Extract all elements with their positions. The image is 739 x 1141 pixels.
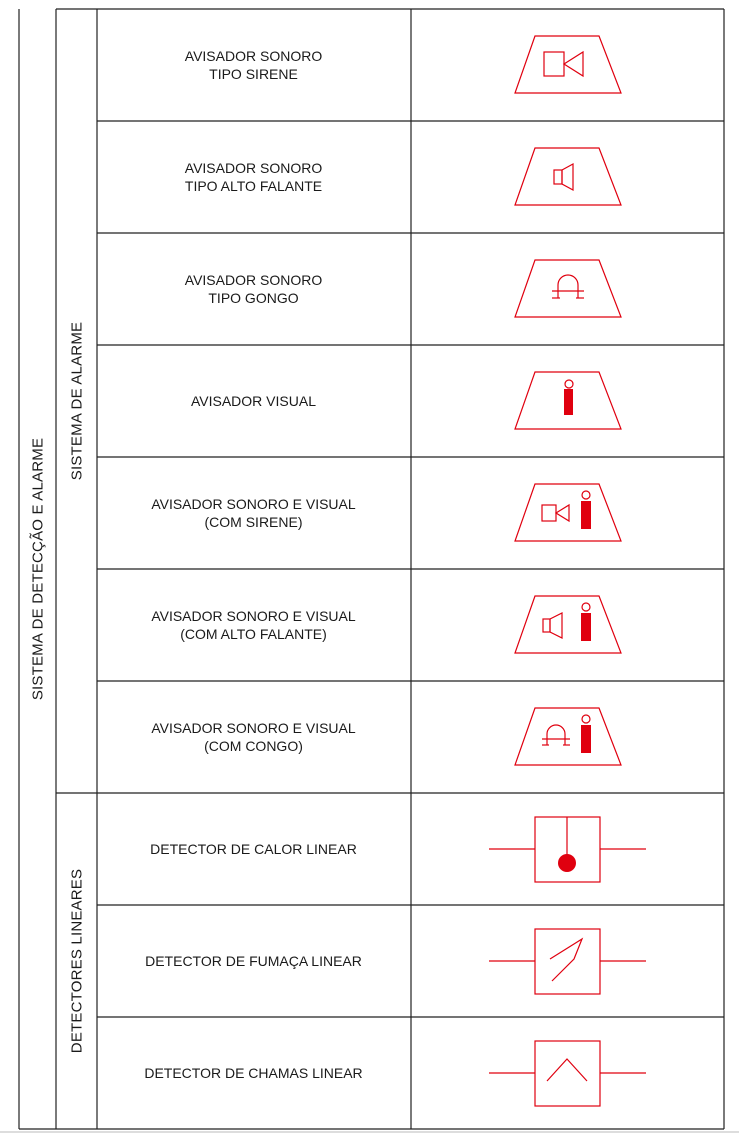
linear-flame-detector-icon	[411, 1017, 724, 1129]
row-description	[97, 840, 410, 858]
row-description	[97, 495, 410, 531]
description-line-2: TIPO ALTO FALANTE	[184, 178, 323, 194]
description-line-1: DETECTOR DE CHAMAS LINEAR	[144, 1065, 363, 1081]
row-description	[97, 159, 410, 195]
description-line-1: AVISADOR SONORO	[184, 160, 323, 176]
gong-sound-alarm-icon	[411, 233, 724, 345]
description-line-1: DETECTOR DE FUMAÇA LINEAR	[145, 953, 362, 969]
description-line-2: (COM CONGO)	[204, 738, 303, 754]
row-description	[97, 1064, 410, 1082]
description-line-1: AVISADOR SONORO	[184, 272, 323, 288]
group-label-detection-alarm-system: SISTEMA DE DETECÇÃO E ALARME	[29, 437, 47, 701]
description-line-1: AVISADOR SONORO	[184, 48, 323, 64]
linear-smoke-detector-icon	[411, 905, 724, 1017]
siren-visual-alarm-icon	[411, 457, 724, 569]
description-line-2: TIPO SIRENE	[209, 66, 298, 82]
description-line-1: AVISADOR SONORO E VISUAL	[151, 496, 356, 512]
description-line-2: TIPO GONGO	[208, 290, 299, 306]
row-description	[97, 719, 410, 755]
group-label-linear-detectors: DETECTORES LINEARES	[68, 868, 86, 1054]
visual-alarm-icon	[411, 345, 724, 457]
row-description	[97, 607, 410, 643]
description-line-1: AVISADOR VISUAL	[190, 393, 316, 409]
description-line-1: DETECTOR DE CALOR LINEAR	[150, 841, 357, 857]
row-description	[97, 271, 410, 307]
linear-heat-detector-icon	[411, 793, 724, 905]
description-line-2: (COM ALTO FALANTE)	[180, 626, 327, 642]
description-line-1: AVISADOR SONORO E VISUAL	[151, 608, 356, 624]
description-line-2: (COM SIRENE)	[204, 514, 303, 530]
loudspeaker-sound-alarm-icon	[411, 121, 724, 233]
row-description	[97, 392, 410, 410]
gong-visual-alarm-icon	[411, 681, 724, 793]
row-description	[97, 47, 410, 83]
row-description	[97, 952, 410, 970]
group-label-alarm-system: SISTEMA DE ALARME	[68, 321, 86, 481]
description-line-1: AVISADOR SONORO E VISUAL	[151, 720, 356, 736]
siren-sound-alarm-icon	[411, 9, 724, 121]
loudspeaker-visual-alarm-icon	[411, 569, 724, 681]
